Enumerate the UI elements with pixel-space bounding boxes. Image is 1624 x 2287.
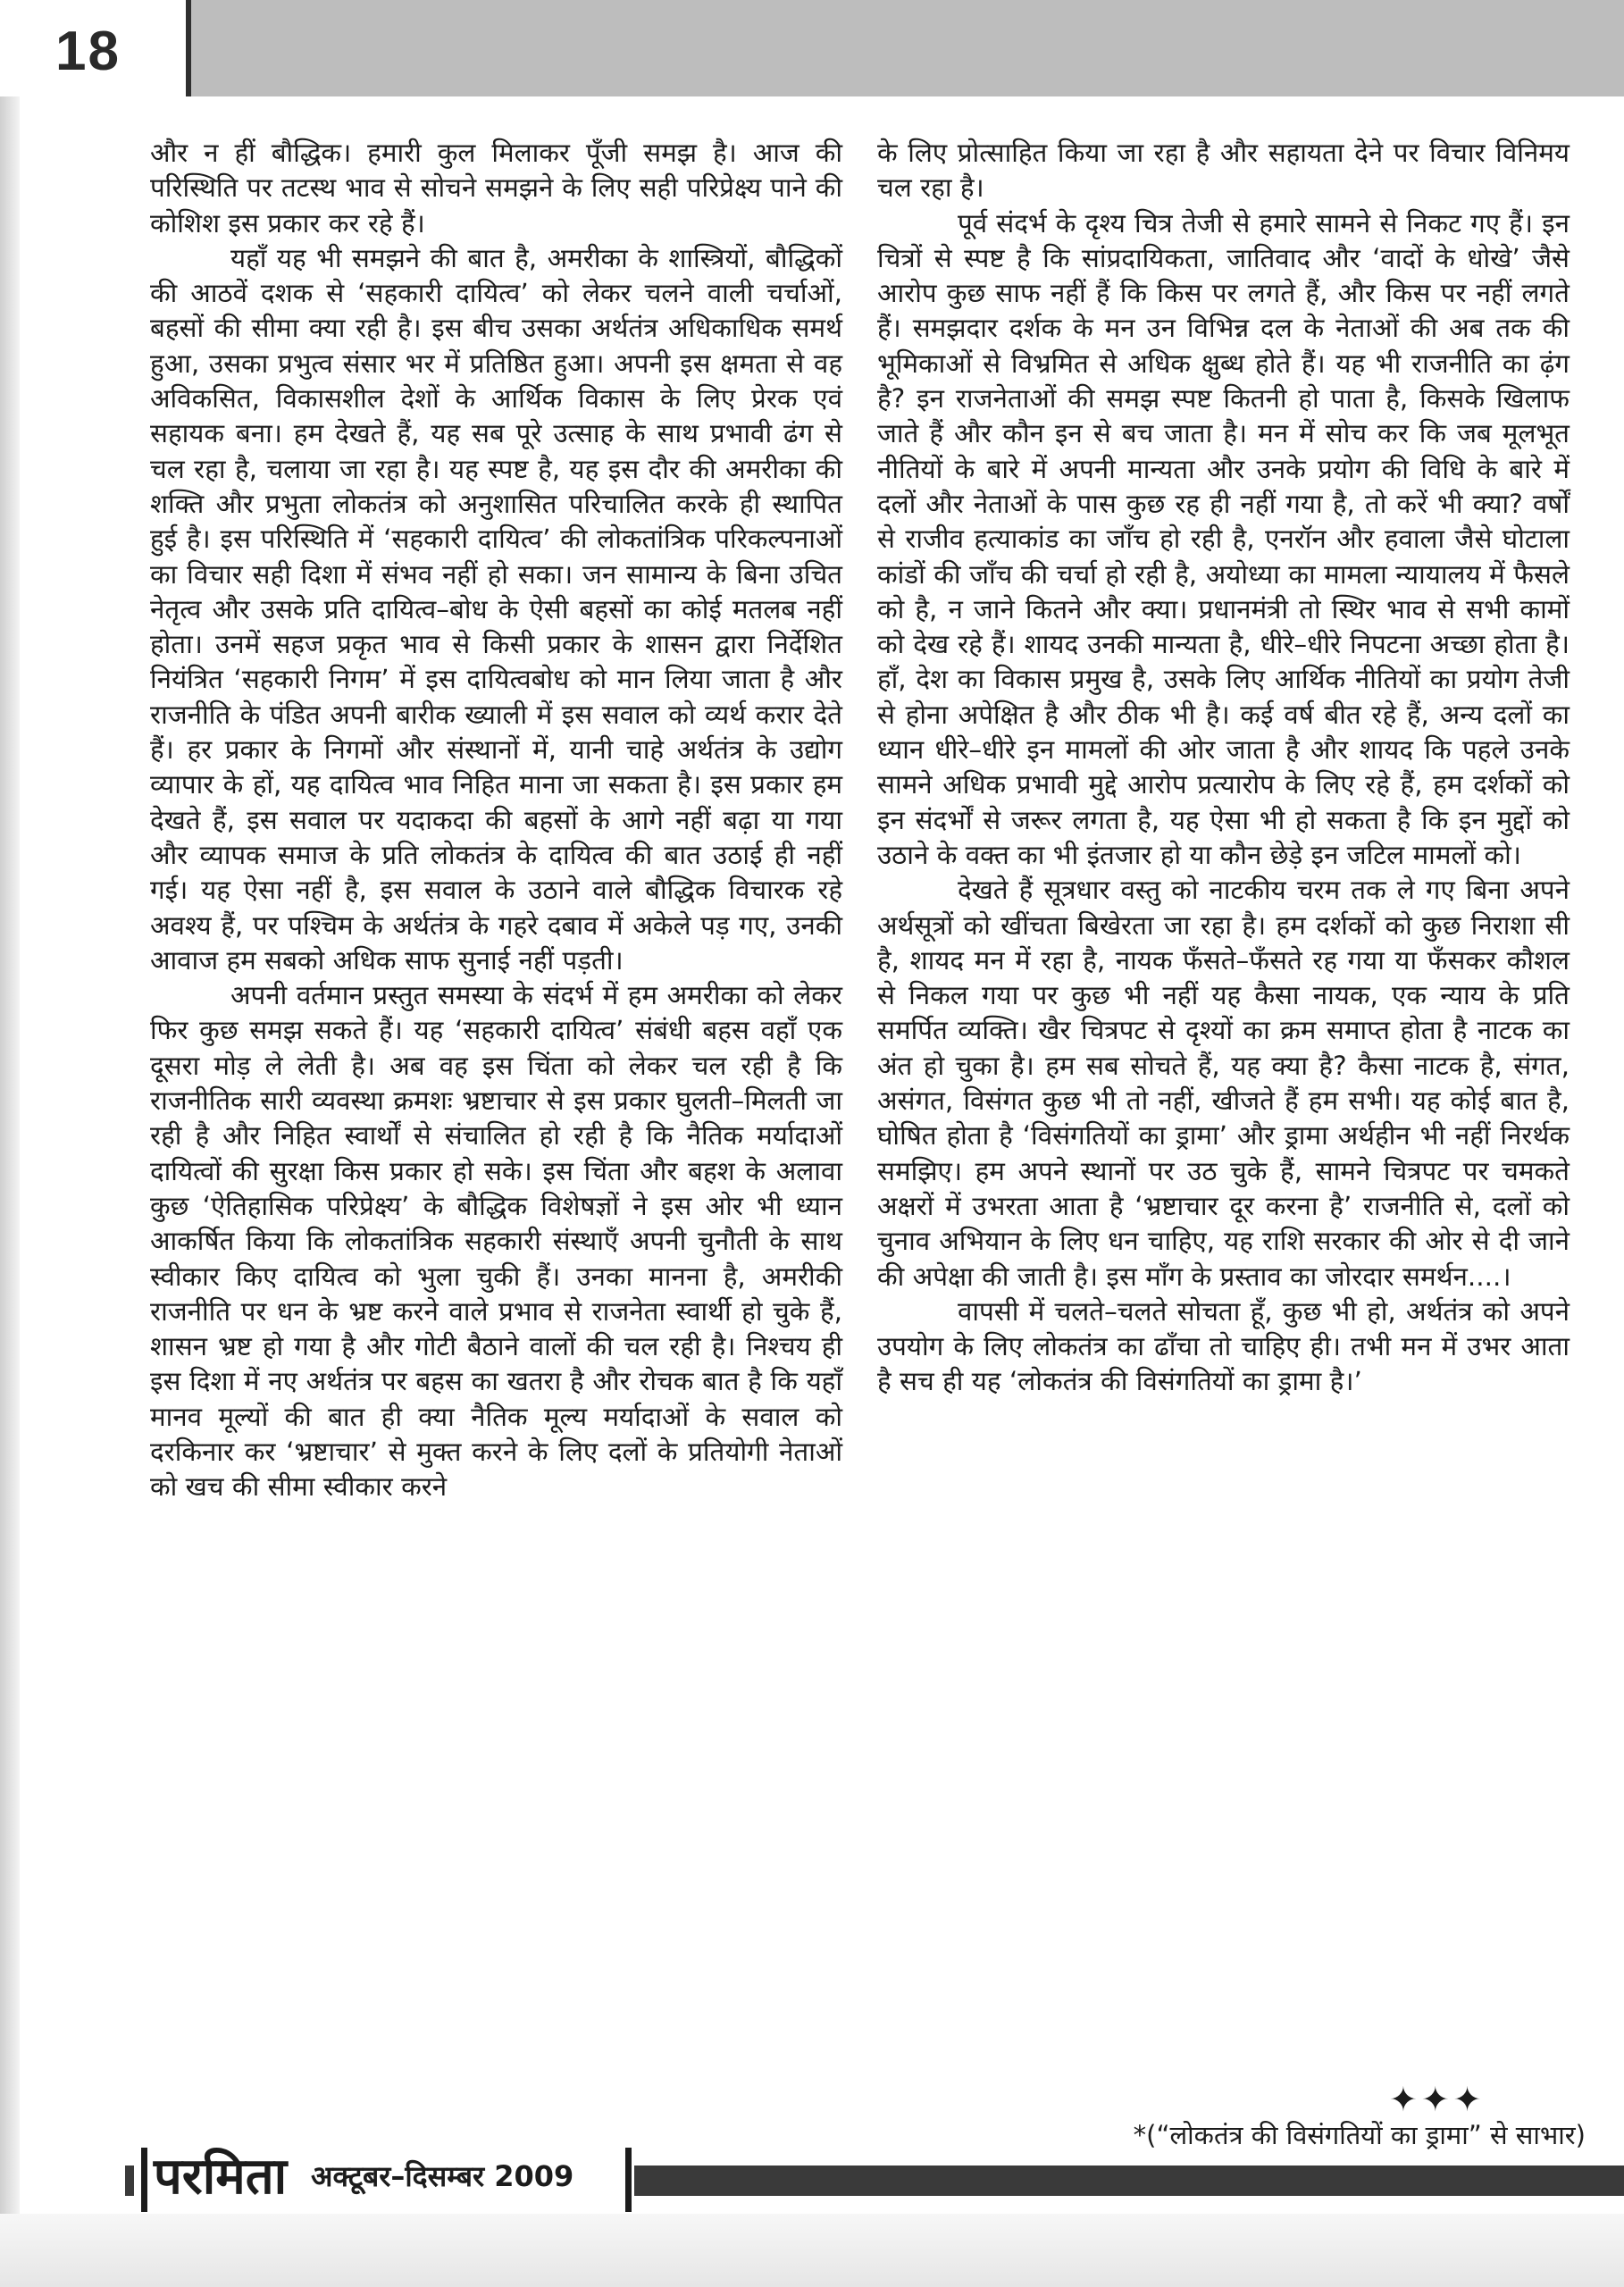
page-edge-shadow	[0, 0, 20, 2287]
page-number-box	[0, 0, 189, 96]
issue-date: अक्टूबर–दिसम्बर 2009	[311, 2159, 574, 2193]
footer-left-bar	[141, 2148, 147, 2212]
article-left-column	[150, 136, 842, 2137]
paragraph: के लिए प्रोत्साहित किया जा रहा है और सहायता देने पर विचार विनिमय चल रहा है।	[877, 138, 1570, 204]
source-attribution: *(“लोकतंत्र की विसंगतियों का ड्रामा” से साभार)	[1133, 2120, 1586, 2150]
paragraph: देखते हैं सूत्रधार वस्तु को नाटकीय चरम तक ले गए बिना अपने अर्थसूत्रों को खींचता बिखेरता जा रहा है। हम दर्शकों को कुछ निराशा सी है, शायद मन में रहा है, नायक फँसते–फँसते रह गया या फँसकर कौशल से निकल गया पर कुछ भी नहीं यह कैसा नायक, एक न्याय के प्रति समर्पित व्यक्ति। खैर चित्रपट से दृश्यों का क्रम समाप्त होता है नाटक का अंत हो चुका है। हम सब सोचते हैं, यह क्या है? कैसा नाटक है, संगत, असंगत, विसंगत कुछ भी तो नहीं, खीजते हैं हम सभी। यह कोई बात है, घोषित होता है ‘विसंगतियों का ड्रामा’ और ड्रामा अर्थहीन भी नहीं निरर्थक समझिए। हम अपने स्थानों पर उठ चुके हैं, सामने चित्रपट पर चमकते अक्षरों में उभरता आता है ‘भ्रष्टाचार दूर करना है’ राजनीति से, दलों को चुनाव अभियान के लिए धन चाहिए, यह राशि सरकार की ओर से दी जाने की अपेक्षा की जाती है। इस माँग के प्रस्ताव का जोरदार समर्थन....।	[877, 875, 1570, 1292]
page-number: 18	[55, 21, 121, 82]
magazine-name: परमिता	[154, 2148, 288, 2206]
paragraph: वापसी में चलते–चलते सोचता हूँ, कुछ भी हो, अर्थतंत्र को अपने उपयोग के लिए लोकतंत्र का ढाँचा तो चाहिए ही। तभी मन में उभर आता है सच ही यह ‘लोकतंत्र की विसंगतियों का ड्रामा है।’	[877, 1295, 1570, 1397]
footer-right-bar	[625, 2148, 632, 2212]
paragraph: अपनी वर्तमान प्रस्तुत समस्या के संदर्भ में हम अमरीका को लेकर फिर कुछ समझ सकते हैं। यह ‘सहकारी दायित्व’ संबंधी बहस वहाँ एक दूसरा मोड़ ले लेती है। अब वह इस चिंता को लेकर चल रही है कि राजनीतिक सारी व्यवस्था क्रमशः भ्रष्टाचार से इस प्रकार घुलती–मिलती जा रही है और निहित स्वार्थों से संचालित हो रही है कि नैतिक मर्यादाओं दायित्वों की सुरक्षा किस प्रकार हो सके। इस चिंता और बहश के अलावा कुछ ‘ऐतिहासिक परिप्रेक्ष्य’ के बौद्धिक विशेषज्ञों ने इस ओर भी ध्यान आकर्षित किया कि लोकतांत्रिक सहकारी संस्थाएँ अपनी चुनौती के साथ स्वीकार किए दायित्व को भुला चुकी हैं। उनका मानना है, अमरीकी राजनीति पर धन के भ्रष्ट करने वाले प्रभाव से राजनेता स्वार्थी हो चुके हैं, शासन भ्रष्ट हो गया है और गोटी बैठाने वालों की चल रही है। निश्चय ही इस दिशा में नए अर्थतंत्र पर बहस का खतरा है और रोचक बात है कि यहाँ मानव मूल्यों की बात ही क्या नैतिक मूल्य मर्यादाओं के सवाल को दरकिनार कर ‘भ्रष्टाचार’ से मुक्त करने के लिए दलों के प्रतियोगी नेताओं को खच की सीमा स्वीकार करने	[150, 980, 842, 1503]
paragraph: पूर्व संदर्भ के दृश्य चित्र तेजी से हमारे सामने से निकट गए हैं। इन चित्रों से स्पष्ट है कि सांप्रदायिकता, जातिवाद और ‘वादों के धोखे’ जैसे आरोप कुछ साफ नहीं हैं कि किस पर लगते हैं, और किस पर नहीं लगते हैं। समझदार दर्शक के मन उन विभिन्न दल के नेताओं की अब तक की भूमिकाओं से विभ्रमित से अधिक क्षुब्ध होते हैं। यह भी राजनीति का ढ़ंग है? इन राजनेताओं की समझ स्पष्ट कितनी हो पाता है, किसके खिलाफ जाते हैं और कौन इन से बच जाता है। मन में सोच कर कि जब मूलभूत नीतियों के बारे में अपनी मान्यता और उनके प्रयोग की विधि के बारे में दलों और नेताओं के पास कुछ रह ही नहीं गया है, तो करें भी क्या? वर्षों से राजीव हत्याकांड का जाँच हो रही है, एनरॉन और हवाला जैसे घोटाला कांडों की जाँच की चर्चा हो रही है, अयोध्या का मामला न्यायालय में फैसले को है, न जाने कितने और क्या। प्रधानमंत्री तो स्थिर भाव से सभी कामों को देख रहे हैं। शायद उनकी मान्यता है, धीरे–धीरे निपटना अच्छा होता है। हाँ, देश का विकास प्रमुख है, उसके लिए आर्थिक नीतियों का प्रयोग तेजी से होना अपेक्षित है और ठीक भी है। कई वर्ष बीत रहे हैं, अन्य दलों का ध्यान धीरे–धीरे इन मामलों की ओर जाता है और शायद कि पहले उनके सामने अधिक प्रभावी मुद्दे आरोप प्रत्यारोप के लिए रहे हैं, हम दर्शकों को इन संदर्भों से जरूर लगता है, यह ऐसा भी हो सकता है कि इन मुद्दों को उठाने के वक्त का भी इंतजार हो या कौन छेड़े इन जटिल मामलों को।	[877, 207, 1570, 870]
header-band	[0, 0, 1624, 96]
end-mark-stars: ✦✦✦	[1389, 2080, 1486, 2119]
article-right-column	[877, 136, 1570, 2137]
paragraph: यहाँ यह भी समझने की बात है, अमरीका के शास्त्रियों, बौद्धिकों की आठवें दशक से ‘सहकारी दायित्व’ को लेकर चलने वाली चर्चाओं, बहसों की सीमा क्या रही है। इस बीच उसका अर्थतंत्र अधिकाधिक समर्थ हुआ, उसका प्रभुत्व संसार भर में प्रतिष्ठित हुआ। अपनी इस क्षमता से वह अविकसित, विकासशील देशों के आर्थिक विकास के लिए प्रेरक एवं सहायक बना। हम देखते हैं, यह सब पूरे उत्साह के साथ प्रभावी ढंग से चल रहा है, चलाया जा रहा है। यह स्पष्ट है, यह इस दौर की अमरीका की शक्ति और प्रभुता लोकतंत्र को अनुशासित परिचालित करके ही स्थापित हुई है। इस परिस्थिति में ‘सहकारी दायित्व’ की लोकतांत्रिक परिकल्पनाओं का विचार सही दिशा में संभव नहीं हो सका। जन सामान्य के बिना उचित नेतृत्व और उसके प्रति दायित्व–बोध के ऐसी बहसों का कोई मतलब नहीं होता। उनमें सहज प्रकृत भाव से किसी प्रकार के शासन द्वारा निर्देशित नियंत्रित ‘सहकारी निगम’ में इस दायित्वबोध को मान लिया जाता है और राजनीति के पंडित अपनी बारीक ख्याली में इस सवाल को व्यर्थ करार देते हैं। हर प्रकार के निगमों और संस्थानों में, यानी चाहे अर्थतंत्र के उद्योग व्यापार के हों, यह दायित्व भाव निहित माना जा सकता है। इस प्रकार हम देखते हैं, इस सवाल पर यदाकदा की बहसों के आगे नहीं बढ़ा या गया और व्यापक समाज के प्रति लोकतंत्र के दायित्व की बात उठाई ही नहीं गई। यह ऐसा नहीं है, इस सवाल के उठाने वाले बौद्धिक विचारक रहे अवश्य हैं, पर पश्चिम के अर्थतंत्र के गहरे दबाव में अकेले पड़ गए, उनकी आवाज हम सबको अधिक साफ सुनाई नहीं पड़ती।	[150, 242, 842, 976]
paragraph: और न हीं बौद्धिक। हमारी कुल मिलाकर पूँजी समझ है। आज की परिस्थिति पर तटस्थ भाव से सोचने समझने के लिए सही परिप्रेक्ष्य पाने की कोशिश इस प्रकार कर रहे हैं।	[150, 138, 842, 239]
header-divider	[186, 0, 191, 96]
page-bottom-shade	[0, 2214, 1624, 2287]
